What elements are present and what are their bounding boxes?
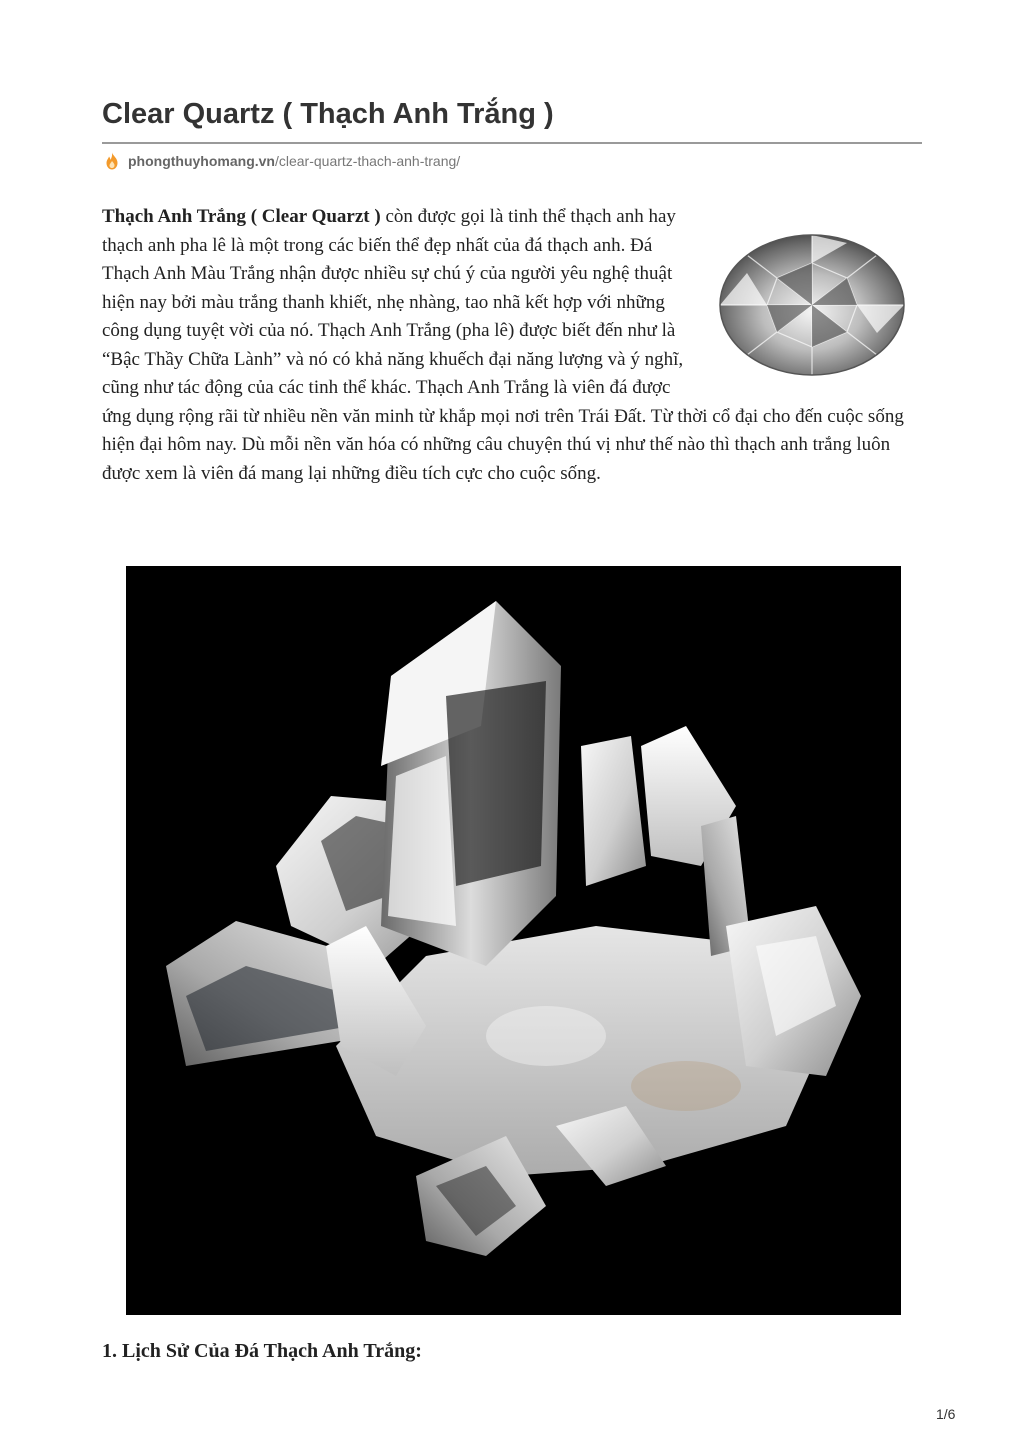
intro-lead-bold: Thạch Anh Trắng ( Clear Quarzt ) [102, 206, 381, 227]
intro-paragraph [102, 203, 917, 488]
source-path: /clear-quartz-thach-anh-trang/ [274, 153, 461, 169]
section-heading-history: 1. Lịch Sử Của Đá Thạch Anh Trắng: [102, 1340, 422, 1362]
title-divider [102, 142, 922, 144]
quartz-crystal-cluster-image [126, 566, 901, 1315]
intro-body-text: còn được gọi là tinh thể thạch anh hay thạch anh pha lê là một trong các biến thể đẹp nhất của đá thạch anh. Đá Thạch Anh Màu Trắng nhận được nhiều sự chú ý của người yêu nghệ thuật hiện nay bởi màu trắng thanh khiết, nhẹ nhàng, tao nhã kết hợp với những công dụng tuyệt vời của nó. Thạch Anh Trắng (pha lê) được biết đến như là “Bậc Thầy Chữa Lành” và nó có khả năng khuếch đại năng lượng và ý nghĩ, cũng như tác động của các tinh thể khác. Thạch Anh Trắng là viên đá được ứng dụng rộng rãi từ nhiều nền văn minh từ khắp mọi nơi trên Trái Đất. Từ thời cổ đại cho đến cuộc sống hiện đại hôm nay. Dù mỗi nền văn hóa có những câu chuyện thú vị như thế nào thì thạch anh trắng luôn được xem là viên đá mang lại những điều tích cực cho cuộc sống. [102, 206, 904, 484]
page-number: 1/6 [936, 1406, 956, 1422]
flame-logo-icon [104, 152, 120, 170]
source-line [104, 150, 460, 172]
source-domain: phongthuyhomang.vn [128, 153, 275, 169]
article-title: Clear Quartz ( Thạch Anh Trắng ) [102, 98, 554, 130]
diamond-gem-image [707, 213, 917, 393]
